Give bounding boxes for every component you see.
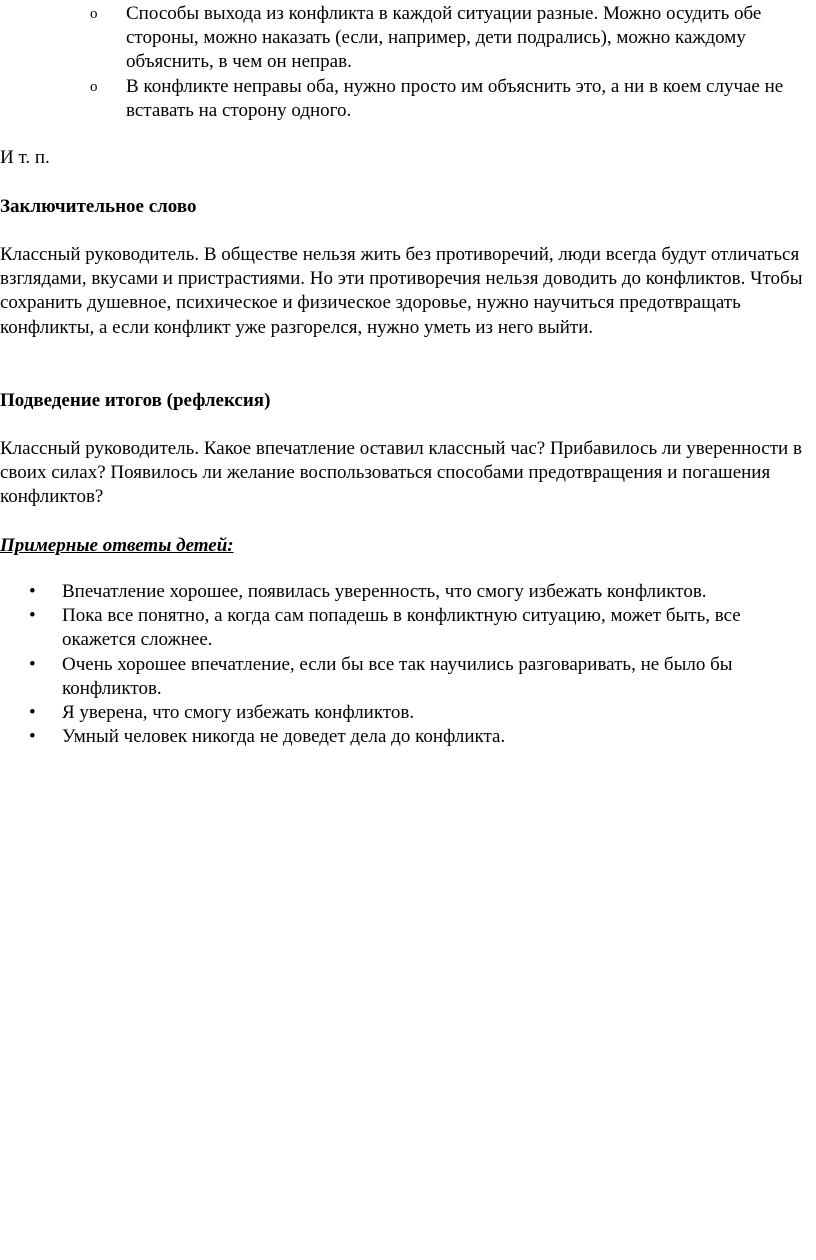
sub-list-item-text: Способы выхода из конфликта в каждой ситуации разные. Можно осудить обе стороны, можно наказать (если, например, дети подрались), можно каждому объяснить, в чем он неправ. bbox=[126, 3, 762, 73]
etc-line: И т. п. bbox=[0, 147, 50, 168]
answers-heading: Примерные ответы детей: bbox=[0, 535, 234, 556]
bullet-icon: • bbox=[29, 726, 36, 748]
bullet-icon: • bbox=[29, 702, 36, 724]
reflection-paragraph: Классный руководитель. Какое впечатление оставил классный час? Прибавилось ли уверенности в своих силах? Появилось ли желание воспользоваться способами предотвращения и погашения конфликтов? bbox=[0, 438, 802, 508]
answer-list-item bbox=[0, 701, 816, 725]
answer-list-item bbox=[0, 604, 816, 652]
closing-heading: Заключительное слово bbox=[0, 196, 197, 217]
sub-list-item bbox=[0, 2, 816, 75]
sub-list bbox=[0, 2, 816, 123]
bullet-icon: • bbox=[29, 581, 36, 602]
answers-list bbox=[0, 580, 816, 749]
answer-list-item bbox=[0, 653, 816, 701]
answer-text: Я уверена, что смогу избежать конфликтов. bbox=[62, 702, 415, 724]
answer-text: Пока все понятно, а когда сам попадешь в конфликтную ситуацию, может быть, все окажется сложнее. bbox=[62, 605, 741, 651]
answer-text: Умный человек никогда не доведет дела до конфликта. bbox=[62, 726, 506, 748]
circle-bullet-icon: o bbox=[90, 6, 98, 22]
sub-list-item bbox=[0, 75, 816, 123]
bullet-icon: • bbox=[29, 653, 36, 675]
answer-text: Впечатление хорошее, появилась уверенность, что смогу избежать конфликтов. bbox=[62, 581, 707, 602]
bullet-icon: • bbox=[29, 605, 36, 627]
answer-list-item bbox=[0, 725, 816, 749]
circle-bullet-icon: o bbox=[90, 78, 98, 95]
sub-list-item-text: В конфликте неправы оба, нужно просто им объяснить это, а ни в коем случае не вставать на сторону одного. bbox=[126, 75, 784, 121]
answer-list-item bbox=[0, 580, 816, 604]
closing-paragraph: Классный руководитель. В обществе нельзя жить без противоречий, люди всегда будут отличаться взглядами, вкусами и пристрастиями. Но эти противоречия нельзя доводить до конфликтов. Чтобы сохранить душевное, психическое и физическое здоровье, нужно научиться предотвращать конфликты, а если конфликт уже разгорелся, нужно уметь из него выйти. bbox=[0, 244, 803, 338]
answer-text: Очень хорошее впечатление, если бы все так научились разговаривать, не было бы конфликтов. bbox=[62, 653, 733, 699]
reflection-heading: Подведение итогов (рефлексия) bbox=[0, 390, 271, 411]
